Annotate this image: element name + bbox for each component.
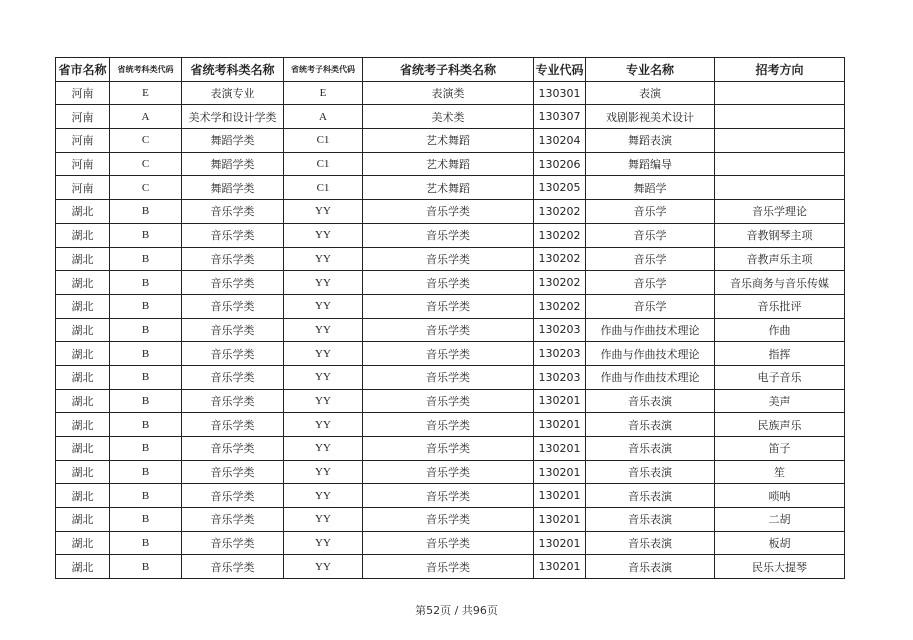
table-cell: 130205 bbox=[534, 176, 586, 200]
table-cell: 音乐学类 bbox=[182, 531, 284, 555]
table-row bbox=[56, 223, 845, 247]
table-cell: YY bbox=[284, 555, 363, 579]
table-cell: B bbox=[110, 531, 182, 555]
table-row bbox=[56, 247, 845, 271]
table-row bbox=[56, 271, 845, 295]
table-cell: 音乐学类 bbox=[363, 437, 534, 461]
table-cell: C bbox=[110, 152, 182, 176]
table-cell: B bbox=[110, 389, 182, 413]
table-cell: YY bbox=[284, 318, 363, 342]
table-cell: 音乐学类 bbox=[182, 460, 284, 484]
table-cell: 音乐学类 bbox=[363, 555, 534, 579]
table-cell: 音乐学类 bbox=[182, 437, 284, 461]
table-cell: 音乐商务与音乐传媒 bbox=[715, 271, 845, 295]
table-cell: 音乐表演 bbox=[586, 437, 715, 461]
table-cell: 河南 bbox=[56, 176, 110, 200]
table-cell: 130202 bbox=[534, 200, 586, 224]
table-cell: YY bbox=[284, 271, 363, 295]
table-cell: 音乐学 bbox=[586, 294, 715, 318]
table-cell: B bbox=[110, 223, 182, 247]
table-cell: C bbox=[110, 129, 182, 153]
table-cell: YY bbox=[284, 365, 363, 389]
table-cell: 唢呐 bbox=[715, 484, 845, 508]
table-cell bbox=[715, 176, 845, 200]
table-cell bbox=[715, 152, 845, 176]
table-cell: 音乐学类 bbox=[182, 508, 284, 532]
table-cell: 音乐表演 bbox=[586, 508, 715, 532]
table-cell: 音教声乐主项 bbox=[715, 247, 845, 271]
table-cell: 130203 bbox=[534, 342, 586, 366]
table-cell: YY bbox=[284, 223, 363, 247]
table-cell: 130201 bbox=[534, 484, 586, 508]
table-cell: E bbox=[110, 81, 182, 105]
table-cell: 130204 bbox=[534, 129, 586, 153]
table-cell: 130206 bbox=[534, 152, 586, 176]
table-cell: YY bbox=[284, 413, 363, 437]
table-cell: 表演 bbox=[586, 81, 715, 105]
table-cell: 作曲 bbox=[715, 318, 845, 342]
table-cell: YY bbox=[284, 247, 363, 271]
table-cell: 美术类 bbox=[363, 105, 534, 129]
table-cell: A bbox=[284, 105, 363, 129]
table-cell: 美术学和设计学类 bbox=[182, 105, 284, 129]
table-cell: C1 bbox=[284, 176, 363, 200]
table-cell: 二胡 bbox=[715, 508, 845, 532]
table-cell: 130201 bbox=[534, 555, 586, 579]
table-cell: 湖北 bbox=[56, 413, 110, 437]
table-cell: 音乐学类 bbox=[363, 294, 534, 318]
table-cell: 音乐学类 bbox=[363, 223, 534, 247]
table-cell: 130201 bbox=[534, 508, 586, 532]
table-cell: 音乐学类 bbox=[363, 342, 534, 366]
table-cell: 湖北 bbox=[56, 460, 110, 484]
table-cell: 音乐学类 bbox=[182, 294, 284, 318]
table-cell: 130202 bbox=[534, 271, 586, 295]
column-header: 省统考子科类代码 bbox=[284, 58, 363, 82]
table-cell: YY bbox=[284, 294, 363, 318]
table-cell: 音乐学 bbox=[586, 271, 715, 295]
table-cell: 音乐学理论 bbox=[715, 200, 845, 224]
table-cell: 130202 bbox=[534, 247, 586, 271]
table-row bbox=[56, 176, 845, 200]
table-cell: 湖北 bbox=[56, 508, 110, 532]
table-cell: 音乐学类 bbox=[363, 531, 534, 555]
table-cell: 美声 bbox=[715, 389, 845, 413]
table-cell: B bbox=[110, 413, 182, 437]
table-cell: YY bbox=[284, 508, 363, 532]
table-cell: 130203 bbox=[534, 318, 586, 342]
table-cell: 音乐学类 bbox=[182, 389, 284, 413]
table-row bbox=[56, 365, 845, 389]
table-cell: 艺术舞蹈 bbox=[363, 152, 534, 176]
table-cell: YY bbox=[284, 484, 363, 508]
table-cell: 河南 bbox=[56, 81, 110, 105]
table-cell bbox=[715, 81, 845, 105]
table-cell: 湖北 bbox=[56, 247, 110, 271]
table-cell: 湖北 bbox=[56, 271, 110, 295]
table-row bbox=[56, 460, 845, 484]
table-cell: B bbox=[110, 271, 182, 295]
table-cell: B bbox=[110, 555, 182, 579]
table-cell: 音乐学类 bbox=[182, 271, 284, 295]
table-cell: YY bbox=[284, 389, 363, 413]
table-cell: 音教钢琴主项 bbox=[715, 223, 845, 247]
table-cell: B bbox=[110, 365, 182, 389]
table-cell: YY bbox=[284, 200, 363, 224]
table-cell: E bbox=[284, 81, 363, 105]
admissions-table bbox=[55, 57, 845, 579]
table-cell: 湖北 bbox=[56, 294, 110, 318]
table-cell: B bbox=[110, 460, 182, 484]
table-cell: B bbox=[110, 294, 182, 318]
table-cell: 电子音乐 bbox=[715, 365, 845, 389]
table-cell: 板胡 bbox=[715, 531, 845, 555]
table-cell: 音乐表演 bbox=[586, 413, 715, 437]
table-cell: 音乐学类 bbox=[363, 460, 534, 484]
table-cell: 音乐表演 bbox=[586, 460, 715, 484]
table-cell: 湖北 bbox=[56, 318, 110, 342]
table-row bbox=[56, 200, 845, 224]
table-cell: C1 bbox=[284, 129, 363, 153]
table-cell: C1 bbox=[284, 152, 363, 176]
table-cell: 音乐学类 bbox=[182, 200, 284, 224]
table-cell: 音乐学类 bbox=[363, 389, 534, 413]
table-row bbox=[56, 555, 845, 579]
table-cell: 音乐学类 bbox=[182, 247, 284, 271]
table-row bbox=[56, 129, 845, 153]
table-cell: 音乐学类 bbox=[182, 223, 284, 247]
table-cell: B bbox=[110, 484, 182, 508]
table-cell: 音乐学类 bbox=[182, 365, 284, 389]
table-cell: 民族声乐 bbox=[715, 413, 845, 437]
table-cell: 湖北 bbox=[56, 531, 110, 555]
table-cell: 艺术舞蹈 bbox=[363, 129, 534, 153]
table-cell: 音乐学类 bbox=[182, 484, 284, 508]
table-row bbox=[56, 508, 845, 532]
table-cell: B bbox=[110, 508, 182, 532]
table-row bbox=[56, 105, 845, 129]
table-row bbox=[56, 413, 845, 437]
table-cell: 音乐表演 bbox=[586, 531, 715, 555]
table-cell: 音乐学类 bbox=[363, 365, 534, 389]
table-cell bbox=[715, 129, 845, 153]
table-cell: 舞蹈学类 bbox=[182, 129, 284, 153]
table-cell: 河南 bbox=[56, 152, 110, 176]
table-cell: B bbox=[110, 247, 182, 271]
table-cell: B bbox=[110, 318, 182, 342]
column-header: 招考方向 bbox=[715, 58, 845, 82]
table-cell: 音乐学类 bbox=[363, 271, 534, 295]
table-cell: 音乐批评 bbox=[715, 294, 845, 318]
table-cell: YY bbox=[284, 437, 363, 461]
table-row bbox=[56, 81, 845, 105]
page-number: 第52页 / 共96页 bbox=[415, 604, 498, 617]
table-cell: C bbox=[110, 176, 182, 200]
table-cell: 130201 bbox=[534, 413, 586, 437]
table-cell: 舞蹈学类 bbox=[182, 176, 284, 200]
table-row bbox=[56, 152, 845, 176]
table-row bbox=[56, 318, 845, 342]
column-header: 省统考科类代码 bbox=[110, 58, 182, 82]
table-cell: 130201 bbox=[534, 531, 586, 555]
table-row bbox=[56, 342, 845, 366]
table-cell: 130202 bbox=[534, 223, 586, 247]
table-cell: 作曲与作曲技术理论 bbox=[586, 318, 715, 342]
table-cell: 河南 bbox=[56, 105, 110, 129]
column-header: 省统考科类名称 bbox=[182, 58, 284, 82]
table-cell: A bbox=[110, 105, 182, 129]
table-cell: 湖北 bbox=[56, 200, 110, 224]
table-cell bbox=[715, 105, 845, 129]
table-cell: 音乐学类 bbox=[363, 318, 534, 342]
table-cell: 130201 bbox=[534, 460, 586, 484]
table-cell: 湖北 bbox=[56, 484, 110, 508]
table-cell: 湖北 bbox=[56, 223, 110, 247]
table-cell: B bbox=[110, 437, 182, 461]
table-cell: 音乐学类 bbox=[182, 318, 284, 342]
column-header: 专业名称 bbox=[586, 58, 715, 82]
table-cell: B bbox=[110, 342, 182, 366]
table-cell: 音乐学类 bbox=[363, 200, 534, 224]
table-cell: 音乐学类 bbox=[363, 247, 534, 271]
table-cell: 音乐学 bbox=[586, 223, 715, 247]
table-cell: 130202 bbox=[534, 294, 586, 318]
table-cell: 130203 bbox=[534, 365, 586, 389]
table-cell: 民乐大提琴 bbox=[715, 555, 845, 579]
table-cell: 音乐学类 bbox=[363, 484, 534, 508]
table-cell: 表演类 bbox=[363, 81, 534, 105]
table-cell: YY bbox=[284, 531, 363, 555]
column-header: 省市名称 bbox=[56, 58, 110, 82]
table-cell: 音乐学类 bbox=[182, 342, 284, 366]
table-cell: 湖北 bbox=[56, 365, 110, 389]
table-cell: 湖北 bbox=[56, 389, 110, 413]
table-cell: 130307 bbox=[534, 105, 586, 129]
table-cell: 笙 bbox=[715, 460, 845, 484]
table-cell: 音乐学 bbox=[586, 200, 715, 224]
table-cell: 舞蹈编导 bbox=[586, 152, 715, 176]
table-cell: 音乐表演 bbox=[586, 484, 715, 508]
table-row bbox=[56, 484, 845, 508]
table-cell: 湖北 bbox=[56, 342, 110, 366]
table-cell: 130201 bbox=[534, 437, 586, 461]
table-cell: 艺术舞蹈 bbox=[363, 176, 534, 200]
table-cell: 舞蹈表演 bbox=[586, 129, 715, 153]
table-cell: 音乐学 bbox=[586, 247, 715, 271]
table-row bbox=[56, 437, 845, 461]
table-cell: YY bbox=[284, 460, 363, 484]
table-cell: 戏剧影视美术设计 bbox=[586, 105, 715, 129]
table-row bbox=[56, 294, 845, 318]
table-row bbox=[56, 531, 845, 555]
table-cell: 音乐学类 bbox=[363, 508, 534, 532]
table-cell: 表演专业 bbox=[182, 81, 284, 105]
table-cell: B bbox=[110, 200, 182, 224]
column-header: 省统考子科类名称 bbox=[363, 58, 534, 82]
column-header: 专业代码 bbox=[534, 58, 586, 82]
table-cell: 河南 bbox=[56, 129, 110, 153]
table-cell: 音乐表演 bbox=[586, 389, 715, 413]
table-row bbox=[56, 389, 845, 413]
table-cell: 音乐学类 bbox=[363, 413, 534, 437]
table-cell: 笛子 bbox=[715, 437, 845, 461]
table-cell: 湖北 bbox=[56, 437, 110, 461]
table-cell: 音乐表演 bbox=[586, 555, 715, 579]
table-cell: 湖北 bbox=[56, 555, 110, 579]
table-cell: YY bbox=[284, 342, 363, 366]
table-cell: 指挥 bbox=[715, 342, 845, 366]
table-cell: 130301 bbox=[534, 81, 586, 105]
table-cell: 舞蹈学类 bbox=[182, 152, 284, 176]
table-cell: 音乐学类 bbox=[182, 555, 284, 579]
table-cell: 音乐学类 bbox=[182, 413, 284, 437]
table-header-row bbox=[56, 58, 845, 82]
table-cell: 作曲与作曲技术理论 bbox=[586, 342, 715, 366]
table-cell: 作曲与作曲技术理论 bbox=[586, 365, 715, 389]
table-cell: 舞蹈学 bbox=[586, 176, 715, 200]
table-cell: 130201 bbox=[534, 389, 586, 413]
